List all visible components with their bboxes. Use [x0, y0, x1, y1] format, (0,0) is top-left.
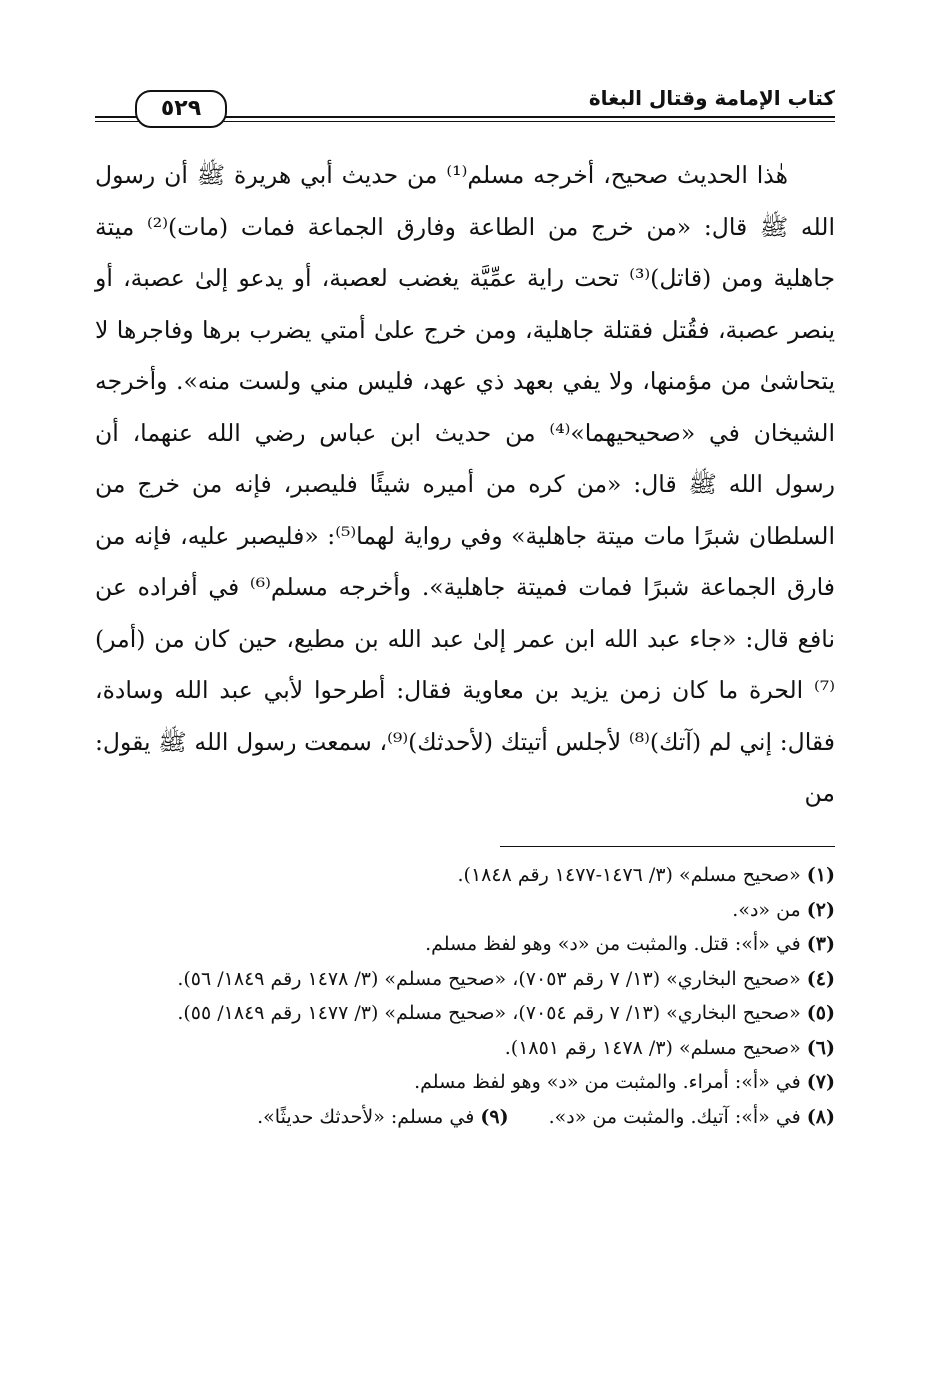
footnote-number: (٤) [806, 967, 835, 990]
footnote-text: «صحيح مسلم» (٣/ ١٤٧٨ رقم ١٨٥١). [504, 1036, 801, 1059]
footnote-text: «صحيح البخاري» (١٣/ ٧ رقم ٧٠٥٤)، «صحيح مسلم» (٣/ ١٤٧٧ رقم ١٨٤٩/ ٥٥). [177, 1002, 801, 1024]
footnote-text: في «أ»: آتيك. والمثبت من «د». [548, 1105, 801, 1128]
main-text [95, 150, 835, 820]
running-title: كتاب الإمامة وقتال البغاة [588, 86, 835, 110]
body-paragraph: هٰذا الحديث صحيح، أخرجه مسلم⁽¹⁾ من حديث أبي هريرة ﷺ أن رسول الله ﷺ قال: «من خرج من الطاعة وفارق الجماعة فمات (مات)⁽²⁾ ميتة جاهلية ومن (قاتل)⁽³⁾ تحت راية عمِّيَّة يغضب لعصبة، أو يدعو إلىٰ عصبة، أو ينصر عصبة، فقُتل فقتلة جاهلية، ومن خرج علىٰ أمتي يضرب برها وفاجرها لا يتحاشىٰ من مؤمنها، ولا يفي بعهد ذي عهد، فليس مني ولست منه». وأخرجه الشيخان في «صحيحيهما»⁽⁴⁾ من حديث ابن عباس رضي الله عنهما، أن رسول الله ﷺ قال: «من كره من أميره شيئًا فليصبر، فإنه من خرج من السلطان شبرًا مات ميتة جاهلية» وفي رواية لهما⁽⁵⁾: «فليصبر عليه، فإنه من فارق الجماعة شبرًا فمات فميتة جاهلية». وأخرجه مسلم⁽⁶⁾ في أفراده عن نافع قال: «جاء عبد الله ابن عمر إلىٰ عبد الله بن مطيع، حين كان من (أمر)⁽⁷⁾ الحرة ما كان زمن يزيد بن معاوية فقال: أطرحوا لأبي عبد الله وسادة، فقال: إني لم (آتك)⁽⁸⁾ لأجلس أتيتك (لأحدثك)⁽⁹⁾، سمعت رسول الله ﷺ يقول: من [95, 161, 836, 807]
page-number: ٥٢٩ [135, 90, 227, 128]
footnote-number: (٧) [806, 1071, 835, 1093]
footnote-number: (١) [806, 864, 835, 886]
footnote-row-8-9 [95, 1100, 835, 1135]
footnote-text: «صحيح مسلم» (٣/ ١٤٧٦-١٤٧٧ رقم ١٨٤٨). [457, 864, 801, 886]
footnote-text: في مسلم: «لأحدثك حديثًا». [257, 1105, 475, 1128]
running-header [95, 78, 835, 128]
footnote-number: (٦) [806, 1036, 835, 1059]
footnote-1 [95, 858, 835, 893]
footnote-text: «صحيح البخاري» (١٣/ ٧ رقم ٧٠٥٣)، «صحيح مسلم» (٣/ ١٤٧٨ رقم ١٨٤٩/ ٥٦). [177, 967, 801, 990]
footnote-6 [95, 1031, 835, 1066]
footnote-number: (٣) [806, 933, 835, 955]
footnotes [95, 858, 835, 1134]
footnote-number: (٨) [806, 1105, 835, 1128]
footnote-number: (٢) [806, 898, 835, 921]
footnote-number: (٥) [806, 1002, 835, 1024]
footnote-separator [500, 846, 835, 847]
footnote-3 [95, 927, 835, 962]
footnote-number: (٩) [480, 1105, 509, 1128]
footnote-8 [549, 1100, 835, 1135]
footnote-5 [95, 996, 835, 1031]
footnote-9 [257, 1100, 508, 1135]
footnote-2 [95, 893, 835, 928]
footnote-text: من «د». [732, 898, 801, 921]
footnote-4 [95, 962, 835, 997]
footnote-7 [95, 1065, 835, 1100]
footnote-text: في «أ»: أمراء. والمثبت من «د» وهو لفظ مسلم. [414, 1071, 801, 1093]
footnote-text: في «أ»: قتل. والمثبت من «د» وهو لفظ مسلم. [425, 933, 801, 955]
